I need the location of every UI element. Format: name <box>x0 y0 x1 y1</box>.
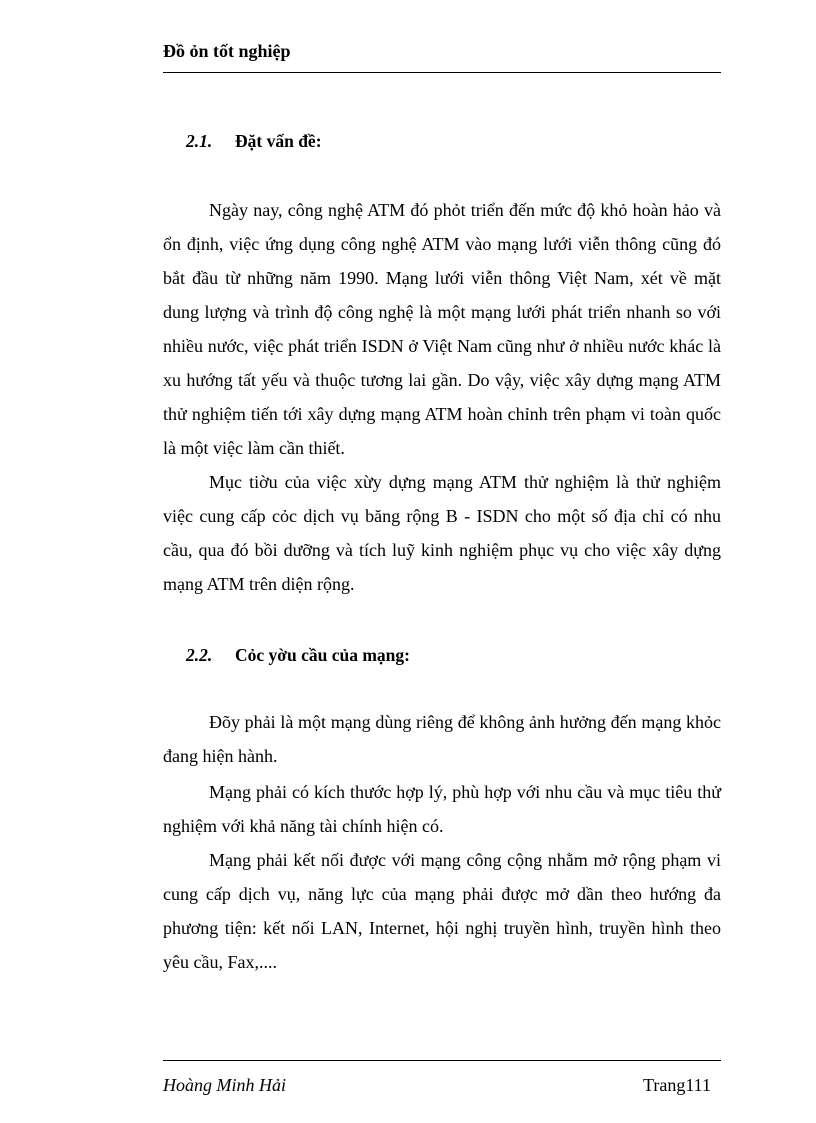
section-heading-2-2 <box>186 645 410 666</box>
author-name: Hoàng Minh Hải <box>163 1075 286 1095</box>
paragraph: Mục tiờu của việc xừy dựng mạng ATM thử nghiệm là thử nghiệm việc cung cấp cỏc dịch vụ băng rộng B - ISDN cho một số địa chỉ có nhu cầu, qua đó bồi dưỡng và tích luỹ kinh nghiệm phục vụ cho việc xây dựng mạng ATM trên diện rộng. <box>163 472 721 594</box>
section-heading-2-1 <box>186 131 322 152</box>
page-footer <box>163 1060 721 1095</box>
page-header <box>163 38 721 73</box>
document-title: Đồ ỏn tốt nghiệp <box>163 41 291 61</box>
paragraph: Mạng phải kết nối được với mạng công cộng nhằm mở rộng phạm vi cung cấp dịch vụ, năng lực của mạng phải được mở dần theo hướng đa phương tiện: kết nối LAN, Internet, hội nghị truyền hình, truyền hình theo yêu cầu, Fax,.... <box>163 850 721 972</box>
section-title: Cỏc yờu cầu của mạng: <box>235 645 410 665</box>
paragraph: Mạng phải có kích thước hợp lý, phù hợp với nhu cầu và mục tiêu thử nghiệm với khả năng tài chính hiện có. <box>163 782 721 836</box>
section-title: Đặt vấn đề: <box>235 131 322 151</box>
page-number: Trang111 <box>642 1075 711 1095</box>
section-number: 2.1. <box>186 131 213 151</box>
section-number: 2.2. <box>186 645 213 665</box>
paragraph: Đõy phải là một mạng dùng riêng để không ảnh hưởng đến mạng khỏc đang hiện hành. <box>163 712 721 766</box>
paragraph: Ngày nay, công nghệ ATM đó phỏt triển đến mức độ khỏ hoàn hảo và ổn định, việc ứng dụng công nghệ ATM vào mạng lưới viễn thông cũng đó bắt đầu từ những năm 1990. Mạng lưới viễn thông Việt Nam, xét về mặt dung lượng và trình độ công nghệ là một mạng lưới phát triển nhanh so với nhiều nước, việc phát triển ISDN ở Việt Nam cũng như ở nhiều nước khác là xu hướng tất yếu và thuộc tương lai gần. Do vậy, việc xây dựng mạng ATM thử nghiệm tiến tới xây dựng mạng ATM hoàn chỉnh trên phạm vi toàn quốc là một việc làm cần thiết. <box>163 200 721 458</box>
